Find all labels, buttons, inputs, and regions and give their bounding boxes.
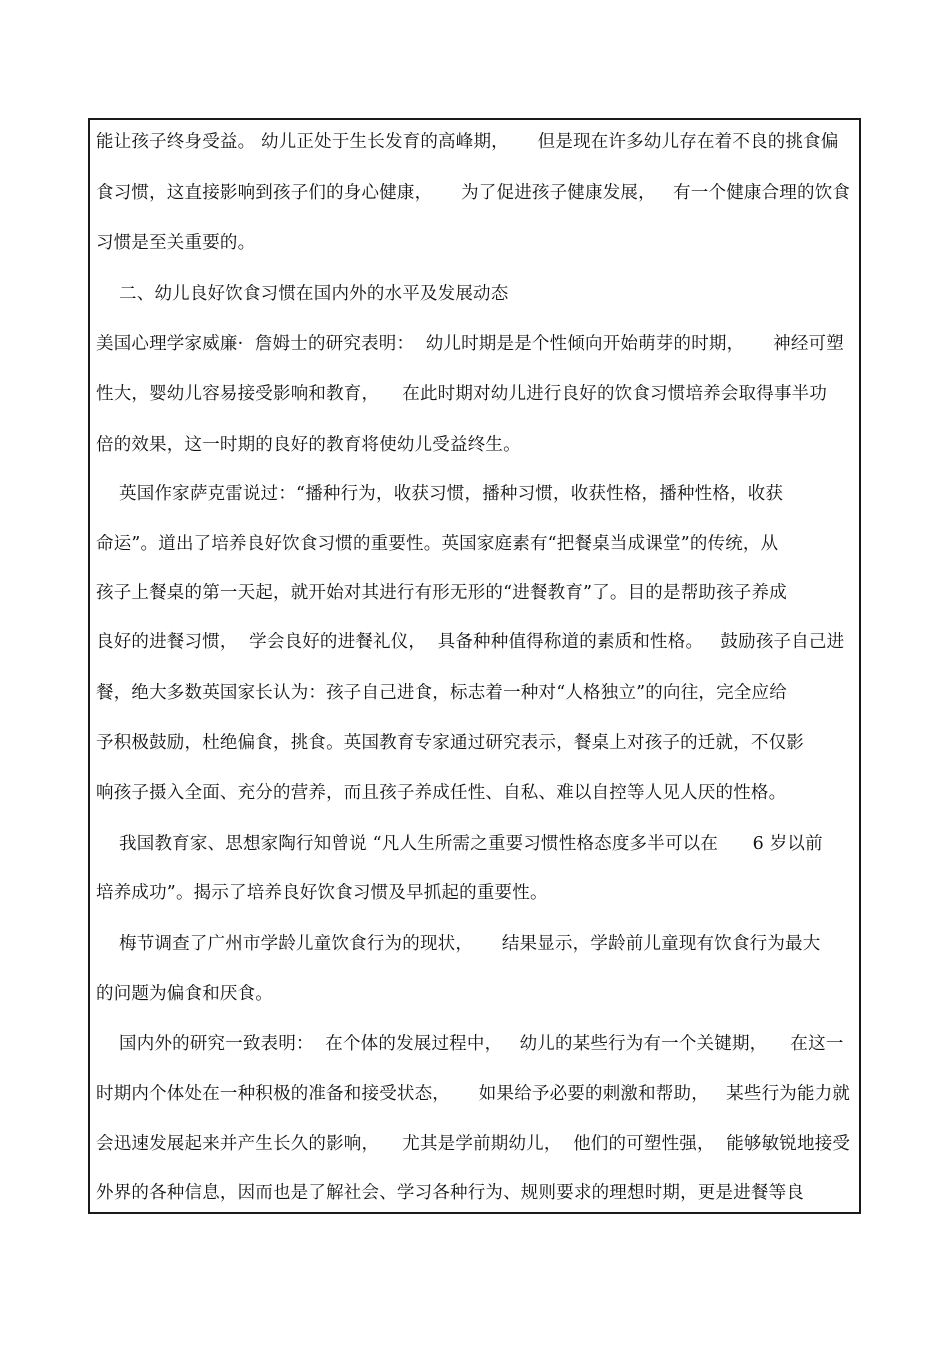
text-line: 时期内个体处在一种积极的准备和接受状态， 如果给予必要的刺激和帮助， 某些行为能力就 — [96, 1084, 851, 1104]
text-line: 响孩子摄入全面、充分的营养，而且孩子养成任性、自私、难以自控等人见人厌的性格。 — [96, 783, 787, 803]
text-line: 英国作家萨克雷说过：“播种行为，收获习惯，播种习惯，收获性格，播种性格，收获 — [96, 484, 784, 504]
text-line: 性大，婴幼儿容易接受影响和教育， 在此时期对幼儿进行良好的饮食习惯培养会取得事半功 — [96, 384, 828, 404]
text-line: 会迅速发展起来并产生长久的影响， 尤其是学前期幼儿， 他们的可塑性强， 能够敏锐地接受 — [96, 1134, 851, 1154]
text-line: 我国教育家、思想家陶行知曾说 “凡人生所需之重要习惯性格态度多半可以在 6 岁以前 — [96, 834, 823, 854]
text-line: 能让孩子终身受益。 幼儿正处于生长发育的高峰期， 但是现在许多幼儿存在着不良的挑食偏 — [96, 132, 839, 152]
text-line: 予积极鼓励，杜绝偏食，挑食。英国教育专家通过研究表示，餐桌上对孩子的迁就，不仅影 — [96, 733, 804, 753]
text-line: 梅节调查了广州市学龄儿童饮食行为的现状， 结果显示，学龄前儿童现有饮食行为最大 — [96, 934, 821, 954]
text-line: 良好的进餐习惯， 学会良好的进餐礼仪， 具备种种值得称道的素质和性格。 鼓励孩子自己进 — [96, 632, 845, 652]
text-line: 倍的效果，这一时期的良好的教育将使幼儿受益终生。 — [96, 435, 521, 455]
text-line: 食习惯，这直接影响到孩子们的身心健康， 为了促进孩子健康发展， 有一个健康合理的饮食 — [96, 183, 851, 203]
text-line: 美国心理学家威廉· 詹姆士的研究表明： 幼儿时期是是个性倾向开始萌芽的时期， 神经可塑 — [96, 334, 844, 354]
text-line: 命运”。道出了培养良好饮食习惯的重要性。英国家庭素有“把餐桌当成课堂”的传统，从 — [96, 534, 779, 554]
text-line: 的问题为偏食和厌食。 — [96, 984, 273, 1004]
text-line: 孩子上餐桌的第一天起，就开始对其进行有形无形的“进餐教育”了。目的是帮助孩子养成 — [96, 583, 787, 603]
text-line: 培养成功”。揭示了培养良好饮食习惯及早抓起的重要性。 — [96, 883, 548, 903]
text-line: 习惯是至关重要的。 — [96, 233, 256, 253]
section-heading: 二、幼儿良好饮食习惯在国内外的水平及发展动态 — [96, 284, 509, 304]
text-line: 餐，绝大多数英国家长认为：孩子自己进食，标志着一种对“人格独立”的向往，完全应给 — [96, 683, 787, 703]
text-line: 外界的各种信息，因而也是了解社会、学习各种行为、规则要求的理想时期，更是进餐等良 — [96, 1183, 804, 1203]
text-line: 国内外的研究一致表明： 在个体的发展过程中， 幼儿的某些行为有一个关键期， 在这一 — [96, 1034, 844, 1054]
